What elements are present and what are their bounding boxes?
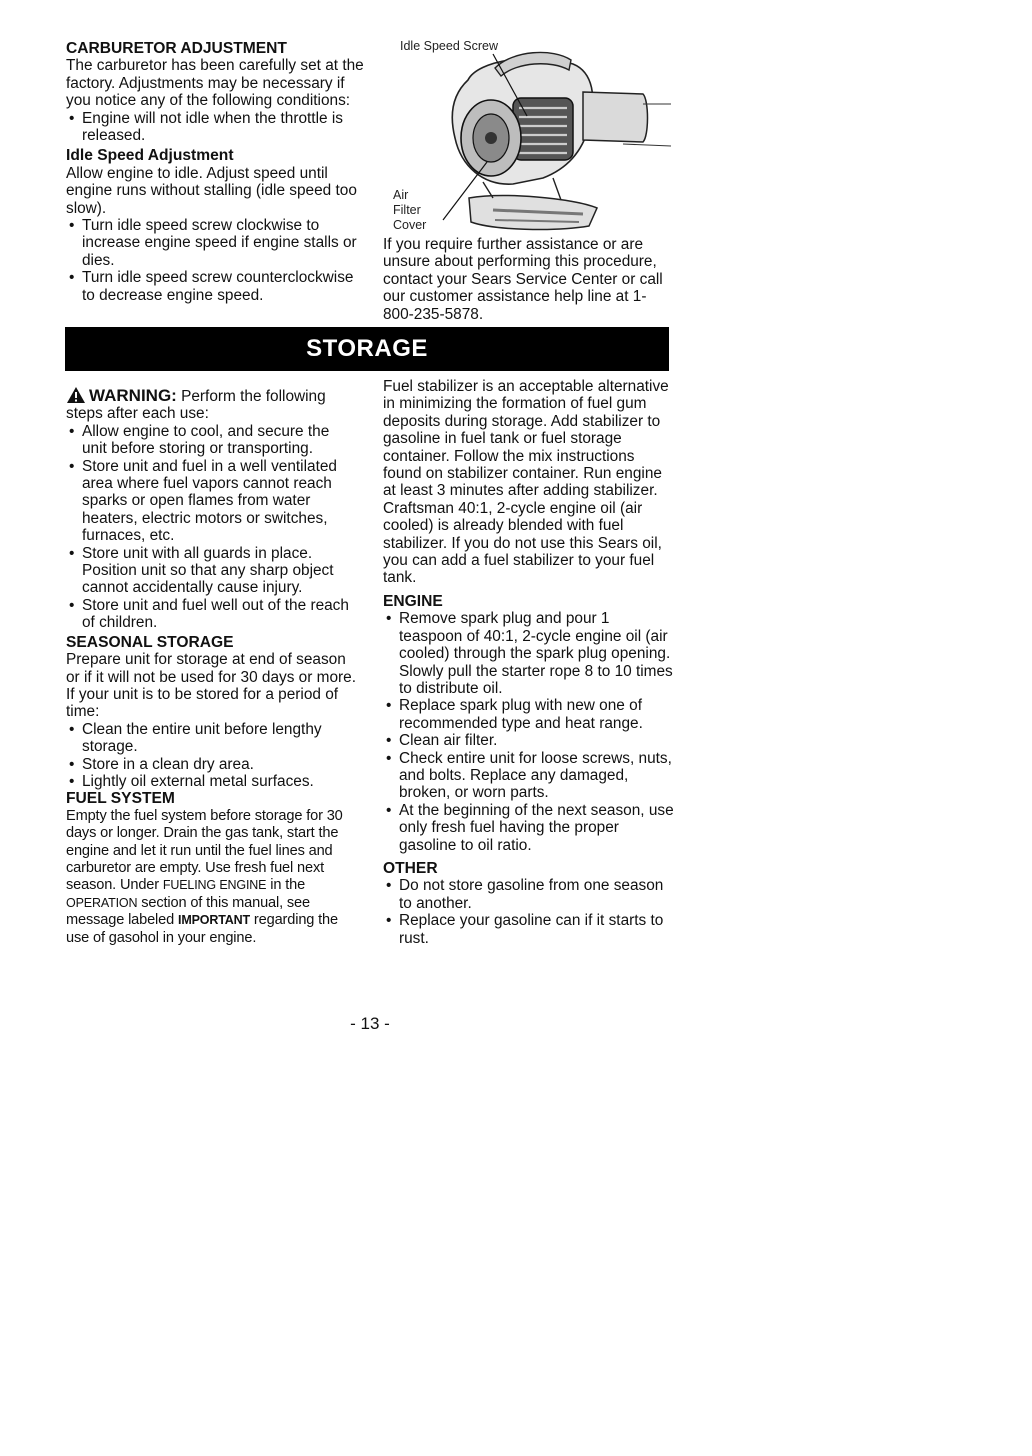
list-item: • Store in a clean dry area.: [66, 756, 358, 773]
warning-bullets: [66, 423, 358, 632]
list-item: • Replace your gasoline can if it starts to rust.: [383, 912, 675, 947]
warning-text: Perform the following steps after each use:: [66, 388, 326, 423]
list-item: • Turn idle speed screw clockwise to increase engine speed if engine stalls or dies.: [66, 217, 366, 269]
label-filter: Filter: [393, 203, 421, 217]
list-item: • Store unit and fuel in a well ventilated area where fuel vapors cannot reach sparks or open flames from water heaters, electric motors or switches, furnaces, etc.: [66, 458, 358, 545]
blower-drawing: [383, 38, 673, 236]
warning-triangle-icon: [66, 386, 86, 404]
carburetor-section: [66, 40, 366, 304]
list-item: • Engine will not idle when the throttle is released.: [66, 110, 366, 145]
label-cover: Cover: [393, 218, 427, 232]
carburetor-bullets: [66, 110, 366, 145]
list-item: • Store unit with all guards in place. Position unit so that any sharp object cannot accidentally cause injury.: [66, 545, 358, 597]
label-air: Air: [393, 188, 409, 202]
fuel-system-title: FUEL SYSTEM: [66, 790, 175, 808]
list-item: • Replace spark plug with new one of recommended type and heat range.: [383, 697, 675, 732]
storage-right-column: [383, 378, 675, 947]
seasonal-bullets: [66, 721, 358, 791]
label-idle-speed-screw: Idle Speed Screw: [400, 39, 498, 53]
storage-left-column: [66, 382, 358, 947]
seasonal-storage-title: SEASONAL STORAGE: [66, 633, 234, 651]
blower-illustration: [383, 38, 673, 236]
seasonal-storage-p1: Prepare unit for storage at end of season or if it will not be used for 30 days or more.: [66, 651, 356, 686]
list-item: • Do not store gasoline from one season to another.: [383, 877, 675, 912]
list-item: • Check entire unit for loose screws, nuts, and bolts. Replace any damaged, broken, or worn parts.: [383, 750, 675, 802]
idle-speed-bullets: [66, 217, 366, 304]
list-item: • Allow engine to cool, and secure the unit before storing or transporting.: [66, 423, 358, 458]
list-item: • Turn idle speed screw counterclockwise to decrease engine speed.: [66, 269, 366, 304]
stabilizer-p1: Fuel stabilizer is an acceptable alternative in minimizing the formation of fuel gum deposits during storage. Add stabilizer to gasoline in fuel tank or fuel storage container. Follow the mix instructions found on stabilizer container. Run engine at least 3 minutes after adding stabilizer.: [383, 378, 669, 500]
carburetor-title: CARBURETOR ADJUSTMENT: [66, 40, 287, 57]
page-number: - 13 -: [350, 1014, 390, 1033]
idle-speed-text: Allow engine to idle. Adjust speed until engine runs without stalling (idle speed too slow).: [66, 164, 357, 217]
warning-label: WARNING:: [89, 386, 177, 405]
storage-banner: STORAGE: [65, 327, 669, 371]
assistance-text: If you require further assistance or are unsure about performing this procedure, contact your Sears Service Center or call our customer assistance help line at 1-800-235-5878.: [383, 236, 663, 323]
assistance-text-block: [383, 236, 675, 323]
other-bullets: [383, 877, 675, 947]
stabilizer-p2: Craftsman 40:1, 2-cycle engine oil (air cooled) is already blended with fuel stabilizer. If you do not use this Sears oil, you can add a fuel stabilizer to your fuel tank.: [383, 499, 662, 587]
list-item: • Store unit and fuel well out of the reach of children.: [66, 597, 358, 632]
idle-speed-title: Idle Speed Adjustment: [66, 147, 234, 165]
carburetor-intro: The carburetor has been carefully set at the factory. Adjustments may be necessary if you notice any of the following conditions:: [66, 57, 364, 110]
engine-title: ENGINE: [383, 592, 443, 610]
list-item: • Remove spark plug and pour 1 teaspoon of 40:1, 2-cycle engine oil (air cooled) through the spark plug opening. Slowly pull the starter rope 8 to 10 times to distribute oil.: [383, 610, 675, 697]
list-item: • At the beginning of the next season, use only fresh fuel having the proper gasoline to oil ratio.: [383, 802, 675, 854]
fuel-system-text: Empty the fuel system before storage for 30 days or longer. Drain the gas tank, start the engine and let it run until the fuel lines and carburetor are empty. Use fresh fuel next season. Under FUELING ENGINE in the OPERATION section of this manual, see message labeled IMPORTANT regarding the use of gasohol in your engine.: [66, 807, 343, 946]
list-item: • Clean air filter.: [383, 732, 675, 749]
engine-bullets: [383, 610, 675, 854]
list-item: • Clean the entire unit before lengthy storage.: [66, 721, 358, 756]
other-title: OTHER: [383, 859, 438, 877]
list-item: • Lightly oil external metal surfaces.: [66, 773, 358, 790]
seasonal-storage-p2: If your unit is to be stored for a period of time:: [66, 685, 339, 721]
